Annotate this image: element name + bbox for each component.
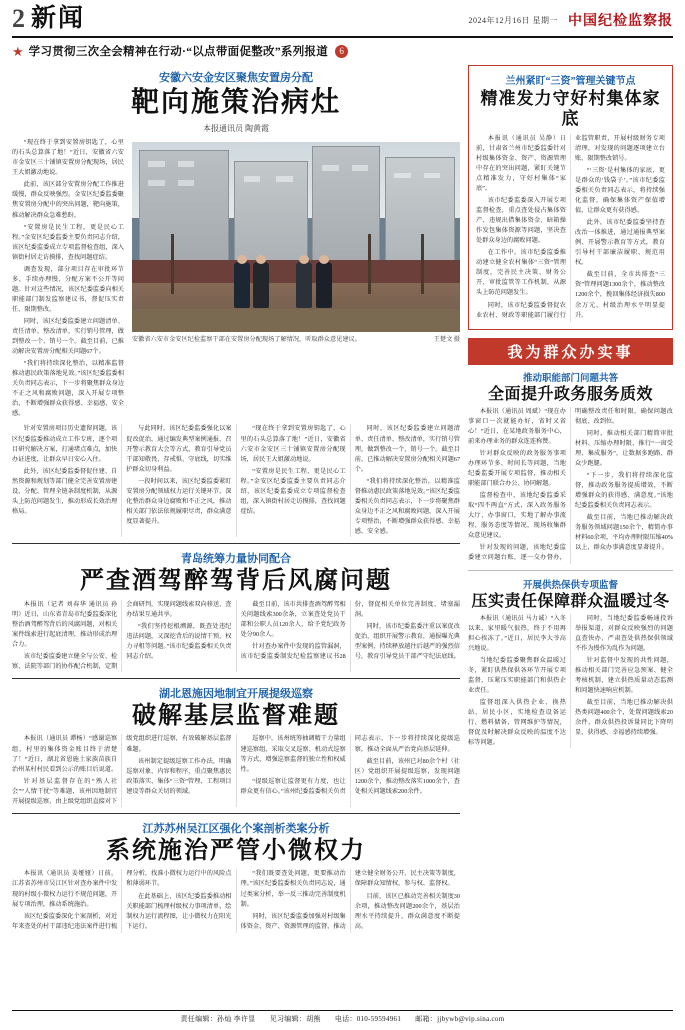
lead-story-text-left: “现在终于拿到安置房钥匙了，心里的石头总算落了地！”近日，安徽省六安市金安区三十铺镇安置房分配现场，居民王大姐激动地说。 此前，该区部分安置房分配工作推进缓慢，群众反映强烈。金安区纪委监委聚焦安置房分配中的突出问题，靶向施策，推动解决群众急难愁盼。 “安置房是民生工程，更是民心工程。”金安区纪委监委主要负责同志介绍，该区纪委监委成立专项监督检查组，深入镇街村居走访摸排，查找问题症结。 调查发现，部分项目存在审批环节多、手续办理慢、分配方案不公开等问题。针对这些情况，该区纪委监委向相关职能部门制发监察建议书，督促压实责任、限期整改。 同时，该区纪委监委建立问题清单、责任清单、整改清单，实行销号管理，做到整改一个、销号一个。截至目前，已推动解决安置房分配相关问题67个。 “我们将持续深化整治，以精准监督推动惠民政策落地见效。”该区纪委监委相关负责同志表示，下一步将聚焦群众身边不正之风和腐败问题，深入开展专项整治，不断增强群众获得感、幸福感、安全感。 bbox=[12, 139, 124, 418]
page-body bbox=[12, 65, 673, 995]
masthead-right bbox=[469, 10, 674, 32]
divider bbox=[12, 813, 460, 814]
footer-phone: 电话：010-59594961 bbox=[334, 1015, 402, 1023]
paper-logo: 中国纪检监察报 bbox=[568, 14, 673, 29]
right-story-two-kicker: 开展供热保供专项监督 bbox=[522, 580, 618, 591]
highlight-box-kicker: 兰州紧盯“三资”管理关键节点 bbox=[505, 76, 636, 87]
lead-story-photo-block bbox=[132, 142, 460, 344]
photo-credit: 王楚文 摄 bbox=[433, 336, 460, 344]
right-story-two-text: 本报讯（通讯员 马力诚）“入冬以来，家里暖气很热，终于不用再担心挨冻了。”近日，居民李大爷高兴地说。 当地纪委监委聚焦群众温暖过冬，紧盯供热保供各环节开展专项监督，压紧压实职能部门和供热企业责任。 监督组深入供热企业、换热站、居民小区，实地检查设备运行、燃料储备、管网维护等情况，督促及时解决群众反映的温度不达标等问题。 同时，当地纪委监委畅通投诉举报渠道，对群众反映强烈的问题直查快办，严肃查处供热保供领域不作为慢作为乱作为问题。 针对监督中发现的共性问题，推动相关部门完善应急预案、健全考核机制，建立供热质量动态监测和问题快速响应机制。 截至目前，当地已推动解决供热类问题400余个，处置问题线索20余件，群众供热投诉量同比下降明显，获得感、幸福感持续增强。 bbox=[468, 614, 673, 747]
highlight-box-text: 本报讯（通讯员 吴静）日前，甘肃省兰州市纪委监委针对村级集体资金、资产、资源管理中存在的突出问题，紧盯关键节点精准发力，守好村集体“家底”。 该市纪委监委深入开展专项监督检查，重点查处侵占集体资产、违规出借集体资金、暗箱操作发包集体资源等问题，坚决查处群众身边的腐败问题。 在工作中，该市纪委监委推动建立健全农村集体“三资”管理制度，完善民主决策、财务公开、审批监管等工作机制，从源头上防范问题发生。 同时，该市纪委监委督促农业农村、财政等职能部门履行行业监管职责，开展村级财务专项清理，对发现的问题逐项建立台账、限期整改销号。 “‘三资’是村集体的家底，更是群众的‘钱袋子’。”该市纪委监委相关负责同志表示，将持续强化监督，确保集体资产保值增值，让群众更有获得感。 此外，该市纪委监委坚持查改治一体推进，通过通报典型案例、开展警示教育等方式，教育引导村干部廉洁履职、规范用权。 截至目前，全市共排查“三资”管理问题1300余个，推动整改1200余个，挽回集体经济损失800余万元，村级治理水平明显提升。 bbox=[476, 134, 665, 319]
lead-story-text-bottom: 针对安置房项目历史遗留问题，该区纪委监委推动成立工作专班，逐个项目研究解决方案，打通堵点难点，加快办证进度，让群众早日安心入住。 此外，该区纪委监委督促住建、自然资源和规划等部门健全完善安置房建设、分配、管理全链条制度机制，从源头上防范问题发生，推动形成长效治理格局。 与此同时，该区纪委监委强化以案促改促治，通过编发典型案例通报、召开警示教育大会等方式，教育引导党员干部知敬畏、存戒惧、守底线，切实维护群众切身利益。 一段时间以来，该区纪委监委紧盯安置房分配领域权力运行关键环节，深化整治群众身边腐败和不正之风，推动相关部门依法依规履职尽责，群众满意度显著提升。 “现在终于拿到安置房钥匙了，心里的石头总算落了地！”近日，安徽省六安市金安区三十铺镇安置房分配现场，居民王大姐激动地说。 “安置房是民生工程，更是民心工程。”金安区纪委监委主要负责同志介绍，该区纪委监委成立专项监督检查组，深入镇街村居走访摸排，查找问题症结。 同时，该区纪委监委建立问题清单、责任清单、整改清单，实行销号管理，做到整改一个、销号一个。截至目前，已推动解决安置房分配相关问题67个。 “我们将持续深化整治，以精准监督推动惠民政策落地见效。”该区纪委监委相关负责同志表示，下一步将聚焦群众身边不正之风和腐败问题，深入开展专项整治，不断增强群众获得感、幸福感、安全感。 bbox=[12, 425, 460, 535]
page-number: 2 bbox=[12, 4, 25, 33]
story-four-text: 本报讯（通讯员 姜娅娅）日前，江苏省苏州市吴江区针对查办案件中发现的村级小微权力运行不规范问题，开展专项治理，推动系统施治。 该区纪委监委深化个案剖析，对近年来查处的村干部违纪违法案件进行梳理分析，找准小微权力运行中的风险点和薄弱环节。 在此基础上，该区纪委监委推动相关职能部门梳理村级权力事项清单，绘制权力运行流程图，让小微权力在阳光下运行。 “我们既要查处问题，更要推动治理。”该区纪委监委相关负责同志说，通过类案分析，举一反三推动完善制度机制。 同时，该区纪委监委加强对村级集体资金、资产、资源管理的监督，推动建立健全财务公开、民主决策等制度，保障群众知情权、参与权、监督权。 目前，该区已推动完善相关制度30余项，推动整改问题200余个，基层治理水平持续提升，群众满意度不断提高。 bbox=[12, 870, 460, 930]
section-title: 新闻 bbox=[31, 5, 86, 32]
story-two-headline: 严查酒驾醉驾背后风腐问题 bbox=[80, 567, 392, 594]
right-story-one-text: 本报讯（通讯员 周斌）“现在办事窗口一次就能办好，省时又省心！”近日，在某地政务服务中心，前来办理业务的群众连连称赞。 针对群众反映的政务服务事项办理环节多、时间长等问题，当地纪委监委开展专项监督，推动相关职能部门联合办公、协同解题。 监督检查中，该地纪委监委采取“四不两直”方式，深入政务服务大厅、办事窗口，实地了解办事流程、服务态度等情况，现场收集群众意见建议。 针对发现的问题，该地纪委监委建立问题台账，逐一交办督办，明确整改责任和时限，确保问题改彻底、改到位。 同时，推动相关部门精简审批材料、压缩办理时限、推行“一窗受理、集成服务”，让数据多跑路、群众少跑腿。 “下一步，我们将持续深化监督，推动政务服务提质增效，不断增强群众的获得感、满意度。”该地纪委监委相关负责同志表示。 截至目前，当地已推动解决政务服务领域问题150余个，精简办事材料60余项，平均办理时限压缩40%以上，群众办事满意度显著提升。 bbox=[468, 407, 673, 562]
right-story-one-kicker: 推动职能部门问题共答 bbox=[522, 373, 618, 384]
lead-story-kicker: 安徽六安金安区聚焦安置房分配 bbox=[159, 72, 313, 84]
footer-proofreader: 见习编辑：胡熊 bbox=[269, 1015, 321, 1023]
story-two-text: 本报讯（记者 刘春华 通讯员 孙明）近日，山东省青岛市纪委监委深化整治酒驾醉驾背后的风腐问题，对相关案件线索进行起底清理，推动形成治理合力。 该市纪委监委建立健全与公安、检察、法院等部门的协作配合机制，定期会商研判，实现问题线索双向移送、查办结果互通共享。 “我们坚持挖根溯源，既查处违纪违法问题，又深挖背后的说情干预、权力寻租等问题。”该市纪委监委相关负责同志介绍。 截至目前，该市共排查酒驾醉驾相关问题线索300余条，立案查处党员干部和公职人员120余人，给予党纪政务处分90余人。 针对查办案件中发现的监管漏洞，该市纪委监委制发纪检监察建议书28份，督促相关单位完善制度、堵塞漏洞。 同时，该市纪委监委注重以案促改促治，组织开展警示教育，通报曝光典型案例，持续释放越往后越严的强烈信号，教育引导党员干部严守纪法底线。 bbox=[12, 600, 460, 670]
series-banner bbox=[12, 43, 673, 59]
highlight-box-headline: 精准发力守好村集体家底 bbox=[480, 89, 661, 129]
story-three-headline: 破解基层监督难题 bbox=[132, 702, 340, 729]
masthead bbox=[12, 6, 673, 38]
highlight-box bbox=[468, 65, 673, 330]
dateline: 2024年12月16日 星期一 bbox=[468, 15, 558, 25]
left-column bbox=[12, 65, 460, 995]
footer-editor: 责任编辑：孙灿 李许显 bbox=[180, 1015, 256, 1023]
right-column bbox=[468, 65, 673, 995]
footer-email: 邮箱：jjbywb@vip.sina.com bbox=[415, 1015, 505, 1023]
story-two-kicker: 青岛统筹力量协同配合 bbox=[181, 552, 291, 565]
right-story-one-headline: 全面提升政务服务质效 bbox=[487, 385, 653, 403]
newspaper-page bbox=[0, 6, 685, 1030]
story-four-headline: 系统施治严管小微权力 bbox=[106, 837, 366, 864]
divider bbox=[12, 543, 460, 544]
right-story-one bbox=[468, 370, 673, 564]
story-four-kicker: 江苏苏州吴江区强化个案剖析类案分析 bbox=[142, 822, 330, 835]
story-three-text: 本报讯（通讯员 谭杨）“感谢巡察组，村里的集体资金账目终于清楚了！”近日，湖北省恩施土家族苗族自治州某村村民看到公示的账目后说道。 针对基层监督存在的“熟人社会”“人情干扰”等难题，该州因地制宜开展提级巡察，由上级党组织直接对下级党组织进行巡察，有效破解基层监督难题。 该州制定提级巡察工作办法，明确巡察对象、内容和程序，重点聚焦惠民政策落实、集体“三资”管理、工程项目建设等群众关切的领域。 巡察中，该州统筹抽调精干力量组建巡察组，采取交叉巡察、机动式巡察等方式，增强巡察监督的独立性和权威性。 “提级巡察让监督更有力度，也让群众更有信心。”该州纪委监委相关负责同志表示，下一步将持续深化提级巡察，推动全面从严治党向基层延伸。 截至目前，该州已对80余个村（社区）党组织开展提级巡察，发现问题1200余个，推动整改落实1000余个，查处相关问题线索200余件。 bbox=[12, 735, 460, 805]
lead-story-byline: 本报通讯员 陶黄霞 bbox=[203, 124, 269, 134]
lead-story-headline: 靶向施策治病灶 bbox=[130, 87, 341, 118]
divider bbox=[468, 570, 673, 571]
right-story-two bbox=[468, 577, 673, 749]
lead-story bbox=[12, 69, 460, 537]
divider bbox=[12, 678, 460, 679]
lead-story-caption: 安徽省六安市金安区纪检监察干部在安置房分配现场了解情况，听取群众意见建议。 王楚文 摄 bbox=[132, 336, 460, 344]
service-section-bar: 我为群众办实事 bbox=[468, 338, 673, 365]
story-four bbox=[12, 820, 460, 933]
page-footer bbox=[12, 1010, 673, 1024]
series-banner-number: 6 bbox=[335, 45, 348, 58]
star-icon: ★ bbox=[12, 43, 24, 59]
story-two bbox=[12, 550, 460, 672]
lead-story-photo bbox=[132, 142, 460, 332]
story-three-kicker: 湖北恩施因地制宜开展提级巡察 bbox=[159, 687, 313, 700]
series-banner-label: 学习贯彻三次全会精神在行动·“以点带面促整改”系列报道 bbox=[28, 46, 329, 58]
right-story-two-headline: 压实责任保障群众温暖过冬 bbox=[471, 592, 670, 610]
story-three bbox=[12, 685, 460, 807]
